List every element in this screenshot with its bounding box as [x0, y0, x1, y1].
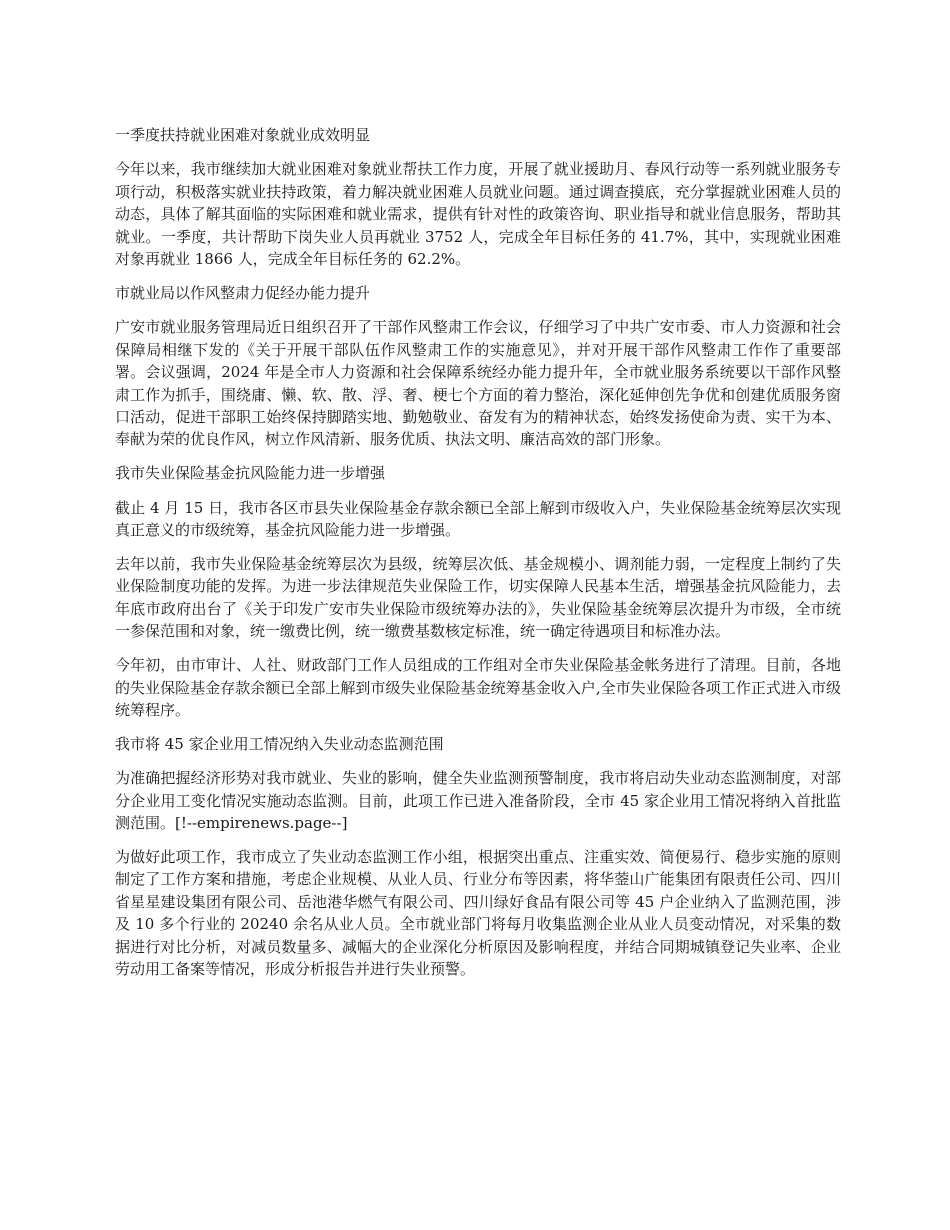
document-body	[115, 124, 841, 992]
section-heading-1: 一季度扶持就业困难对象就业成效明显	[115, 126, 371, 144]
paragraph-7: 为做好此项工作，我市成立了失业动态监测工作小组，根据突出重点、注重实效、简便易行、稳步实施的原则制定了工作方案和措施，考虑企业规模、从业人员、行业分布等因素，将华蓥山广能集团有限责任公司、四川省星星建设集团有限公司、岳池港华燃气有限公司、四川绿好食品有限公司等 45 户企业纳入了监测范围，涉及 10 多个行业的 20240 余名从业人员。全市就业部门将每月收集监测企业从业人员变动情况，对采集的数据进行对比分析，对减员数量多、减幅大的企业深化分析原因及影响程度，并结合同期城镇登记失业率、企业劳动用工备案等情况，形成分析报告并进行失业预警。	[115, 847, 841, 978]
paragraph-6: 为准确把握经济形势对我市就业、失业的影响，健全失业监测预警制度，我市将启动失业动态监测制度，对部分企业用工变化情况实施动态监测。目前，此项工作已进入准备阶段，全市 45 家企业用工情况将纳入首批监测范围。[!--empirenews.page--]	[115, 769, 841, 833]
paragraph-5: 今年初，由市审计、人社、财政部门工作人员组成的工作组对全市失业保险基金帐务进行了清理。目前，各地的失业保险基金存款余额已全部上解到市级失业保险基金统筹基金收入户,全市失业保险各项工作正式进入市级统筹程序。	[115, 656, 841, 719]
paragraph-1: 今年以来，我市继续加大就业困难对象就业帮扶工作力度，开展了就业援助月、春风行动等一系列就业服务专项行动，积极落实就业扶持政策，着力解决就业困难人员就业问题。通过调查摸底，充分掌握就业困难人员的动态，具体了解其面临的实际困难和就业需求，提供有针对性的政策咨询、职业指导和就业信息服务，帮助其就业。一季度，共计帮助下岗失业人员再就业 3752 人，完成全年目标任务的 41.7%，其中，实现就业困难对象再就业 1866 人，完成全年目标任务的 62.2%。	[115, 160, 841, 269]
section-heading-4: 我市将 45 家企业用工情况纳入失业动态监测范围	[115, 734, 444, 753]
paragraph-2: 广安市就业服务管理局近日组织召开了干部作风整肃工作会议，仔细学习了中共广安市委、市人力资源和社会保障局相继下发的《关于开展干部队伍作风整肃工作的实施意见》，并对开展干部作风整肃工作作了重要部署。会议强调，2024 年是全市人力资源和社会保障系统经办能力提升年，全市就业服务系统要以干部作风整肃工作为抓手，围绕庸、懒、软、散、浮、奢、梗七个方面的着力整治，深化延伸创先争优和创建优质服务窗口活动，促进干部职工始终保持脚踏实地、勤勉敬业、奋发有为的精神状态，始终发扬使命为责、实干为本、奉献为荣的优良作风，树立作风清新、服务优质、执法文明、廉洁高效的部门形象。	[115, 318, 841, 449]
section-heading-3: 我市失业保险基金抗风险能力进一步增强	[115, 464, 386, 483]
paragraph-3: 截止 4 月 15 日，我市各区市县失业保险基金存款余额已全部上解到市级收入户，失业保险基金统筹层次实现真正意义的市级统筹，基金抗风险能力进一步增强。	[115, 498, 841, 540]
paragraph-4: 去年以前，我市失业保险基金统筹层次为县级，统筹层次低、基金规模小、调剂能力弱，一定程度上制约了失业保险制度功能的发挥。为进一步法律规范失业保险工作，切实保障人民基本生活，增强基金抗风险能力，去年底市政府出台了《关于印发广安市失业保险市级统筹办法的》，失业保险基金统筹层次提升为市级，全市统一参保范围和对象，统一缴费比例，统一缴费基数核定标准，统一确定待遇项目和标准办法。	[115, 555, 841, 641]
section-heading-2: 市就业局以作风整肃力促经办能力提升	[115, 283, 371, 302]
